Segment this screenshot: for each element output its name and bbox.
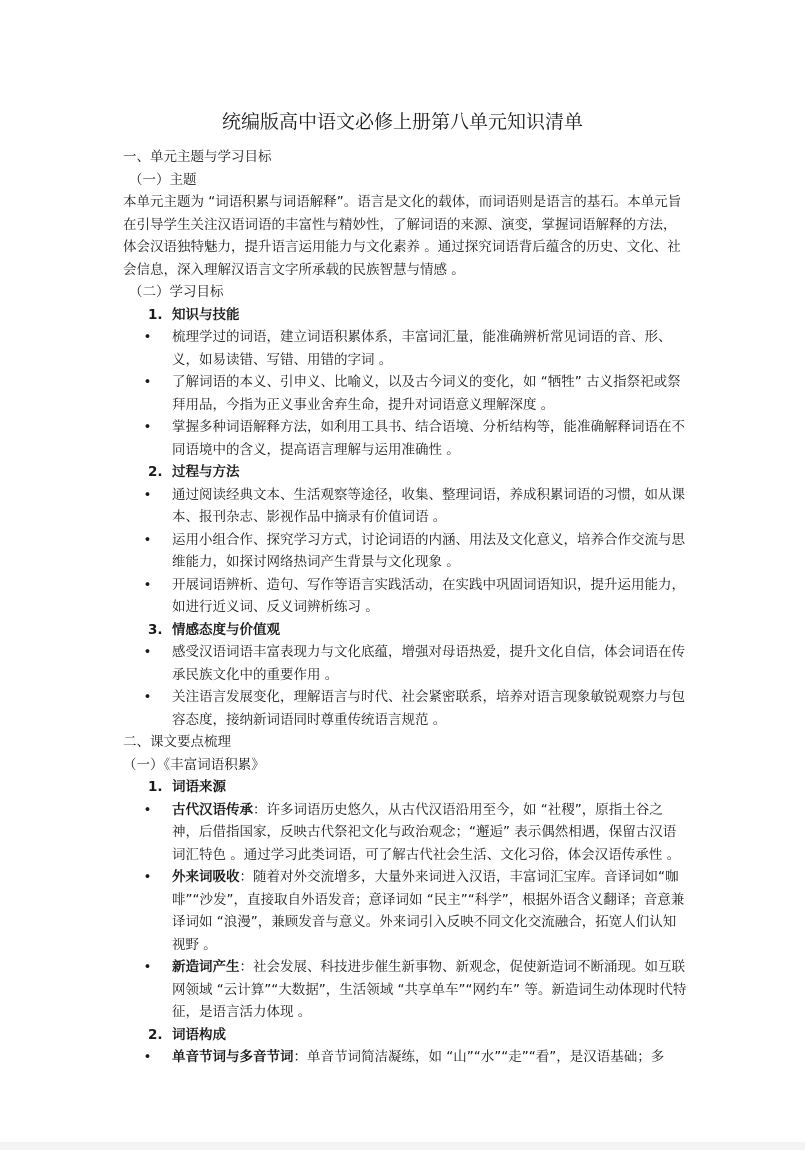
term: 新造词产生 <box>172 959 240 975</box>
list-item: • 外来词吸收：随着对外交流增多，大量外来词进入汉语，丰富词汇宝库。音译词如“咖啡”“沙发”，直接取自外语发音；意译词如 “民主”“科学”，根据外语含义翻译；音意兼译词如 “浪漫”，兼顾发音与意义。外来词引入反映不同文化交流融合，拓宽人们认知视野 。 <box>123 866 688 956</box>
term: 外来词吸收 <box>172 869 240 885</box>
numbered-heading-knowledge: 1. 知识与技能 <box>148 306 240 323</box>
numbered-heading-process: 2. 过程与方法 <box>148 464 240 480</box>
list-item: • 新造词产生：社会发展、科技进步催生新事物、新观念，促使新造词不断涌现。如互联网领域 “云计算”“大数据”，生活领域 “共享单车”“网约车” 等。新造词生动体现时代特征，是语言活力体现 。 <box>123 956 688 1024</box>
section-heading-1: 一、单元主题与学习目标 <box>123 149 272 165</box>
numbered-heading-sources: 1. 词语来源 <box>148 779 226 795</box>
bullet-icon: • <box>143 644 152 660</box>
bullet-icon: • <box>143 419 152 435</box>
bullet-icon: • <box>143 486 152 503</box>
numbered-heading-values: 3. 情感态度与价值观 <box>148 621 280 638</box>
subsection-heading-goals: （二）学习目标 <box>129 284 224 300</box>
list-item: • 了解词语的本义、引申义、比喻义，以及古今词义的变化，如 “牺牲” 古义指祭祀或祭拜用品，今指为正义事业舍弃生命，提升对词语意义理解深度 。 <box>123 371 688 416</box>
document-title: 统编版高中语文必修上册第八单元知识清单 <box>221 111 583 133</box>
bullet-icon: • <box>143 374 152 390</box>
bullet-icon: • <box>143 689 152 705</box>
intro-paragraph: 本单元主题为 “词语积累与词语解释”。语言是文化的载体，而词语则是语言的基石。本单元旨在引导学生关注汉语词语的丰富性与精妙性，了解词语的来源、演变，掌握词语解释的方法，体会汉语独特魅力，提升语言运用能力与文化素养 。通过探究词语背后蕴含的历史、文化、社会信息，深入理解汉语言文字所承载的民族智慧与情感 。 <box>123 194 682 278</box>
bullet-icon: • <box>143 1049 152 1065</box>
list-item: • 感受汉语词语丰富表现力与文化底蕴，增强对母语热爱，提升文化自信，体会词语在传承民族文化中的重要作用 。 <box>123 641 688 686</box>
list-item: • 古代汉语传承：许多词语历史悠久，从古代汉语沿用至今，如 “社稷”，原指土谷之神，后借指国家，反映古代祭祀文化与政治观念；“邂逅” 表示偶然相遇，保留古汉语词汇特色 。通过学习此类词语，可了解古代社会生活、文化习俗，体会汉语传承性 。 <box>123 799 688 867</box>
bullet-icon: • <box>143 576 152 593</box>
term: 单音节词与多音节词 <box>172 1049 294 1065</box>
bullet-icon: • <box>143 869 152 885</box>
list-item: • 开展词语辨析、造句、写作等语言实践活动，在实践中巩固词语知识，提升运用能力，如进行近义词、反义词辨析练习 。 <box>123 574 688 619</box>
subsection-heading-lesson: （一）《丰富词语积累》 <box>123 756 265 773</box>
list-item: • 关注语言发展变化，理解语言与时代、社会紧密联系，培养对语言现象敏锐观察力与包容态度，接纳新词语同时尊重传统语言规范 。 <box>123 686 688 731</box>
bullet-icon: • <box>143 329 152 345</box>
list-item: • 掌握多种词语解释方法，如利用工具书、结合语境、分析结构等，能准确解释词语在不同语境中的含义，提高语言理解与运用准确性 。 <box>123 416 688 461</box>
numbered-heading-structure: 2. 词语构成 <box>148 1026 226 1043</box>
list-item: • 通过阅读经典文本、生活观察等途径，收集、整理词语，养成积累词语的习惯，如从课本、报刊杂志、影视作品中摘录有价值词语 。 <box>123 484 688 529</box>
list-item: • 梳理学过的词语，建立词语积累体系，丰富词汇量，能准确辨析常见词语的音、形、义，如易读错、写错、用错的字词 。 <box>123 326 688 371</box>
bullet-icon: • <box>143 959 152 975</box>
list-item: • 单音节词与多音节词：单音节词简洁凝练，如 “山”“水”“走”“看”，是汉语基础；多 <box>123 1046 688 1069</box>
bullet-icon: • <box>143 531 152 548</box>
document-body <box>123 146 688 1069</box>
term: 古代汉语传承 <box>172 801 253 818</box>
bullet-icon: • <box>143 801 152 818</box>
section-heading-2: 二、课文要点梳理 <box>123 734 231 750</box>
subsection-heading-theme: （一）主题 <box>129 171 197 188</box>
list-item: • 运用小组合作、探究学习方式，讨论词语的内涵、用法及文化意义，培养合作交流与思维能力，如探讨网络热词产生背景与文化现象 。 <box>123 529 688 574</box>
